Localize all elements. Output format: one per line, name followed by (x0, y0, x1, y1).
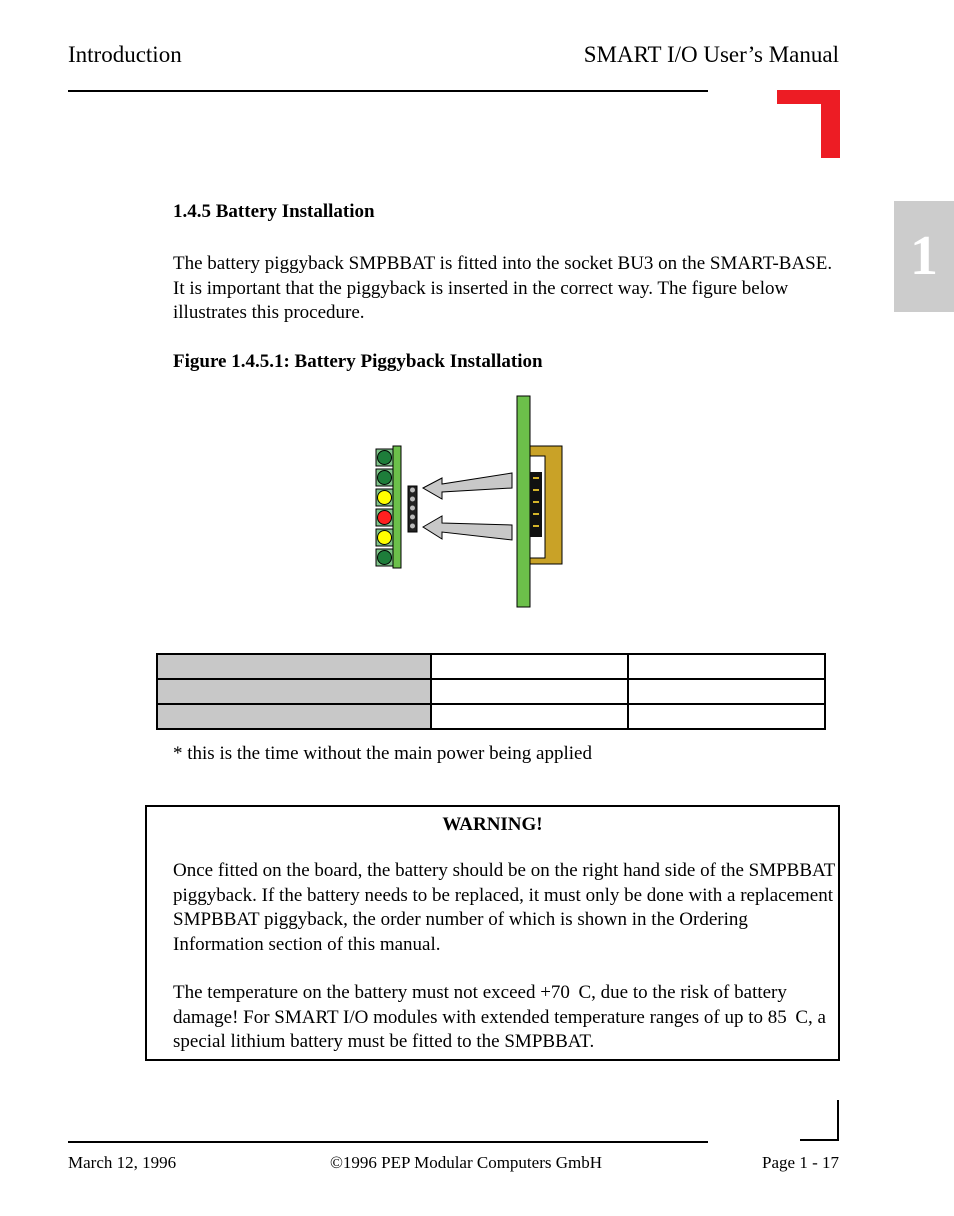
table-cell (157, 679, 431, 704)
warning-title: WARNING! (442, 814, 543, 835)
cell-indicator (378, 491, 392, 505)
table-cell (628, 704, 825, 729)
cell-indicator (378, 451, 392, 465)
table-row (157, 679, 825, 704)
table-cell (628, 654, 825, 679)
cell-indicator (378, 471, 392, 485)
battery-cell-stack (376, 449, 393, 566)
insertion-arrow-upper (423, 473, 512, 499)
table-cell (431, 704, 628, 729)
warning-box (145, 805, 840, 1061)
piggyback-pcb (393, 446, 401, 568)
chapter-tab: 1 (894, 201, 954, 312)
battery-piggyback-figure (360, 390, 580, 620)
corner-mark-vertical (821, 90, 840, 158)
table-cell (157, 704, 431, 729)
footer-rule (68, 1141, 708, 1143)
cell-indicator (378, 511, 392, 525)
header-section-title: Introduction (68, 42, 182, 67)
figure-caption: Figure 1.4.5.1: Battery Piggyback Installation (173, 351, 543, 372)
footer-page-number: Page 1 - 17 (762, 1153, 839, 1172)
connector-pins (408, 486, 417, 532)
header-manual-title: SMART I/O User’s Manual (583, 42, 839, 67)
intro-paragraph: The battery piggyback SMPBBAT is fitted into the socket BU3 on the SMART-BASE. It is important that the piggyback is inserted in the correct way. The figure below illustrates this procedure. (173, 253, 833, 323)
table-footnote: * this is the time without the main power being applied (173, 743, 592, 764)
section-heading: 1.4.5 Battery Installation (173, 201, 375, 222)
table-cell (157, 654, 431, 679)
footer-copyright: ©1996 PEP Modular Computers GmbH (330, 1153, 603, 1172)
warning-paragraph-temperature: The temperature on the battery must not exceed +70 C, due to the risk of battery damage! For SMART I/O modules with extended temperature ranges of up to 85 C, a special lithium battery must be fitted to the SMPBBAT. (173, 982, 826, 1052)
socket-bu3 (530, 446, 562, 564)
cell-indicator (378, 551, 392, 565)
table-cell (431, 654, 628, 679)
footer-corner-mark-vertical (837, 1100, 839, 1141)
footer-corner-mark-horizontal (800, 1139, 839, 1141)
footer-date: March 12, 1996 (68, 1153, 177, 1172)
battery-spec-table (156, 653, 826, 730)
table-row (157, 654, 825, 679)
piggyback-board (376, 446, 401, 568)
table-row (157, 704, 825, 729)
warning-paragraph-replacement: Once fitted on the board, the battery should be on the right hand side of the SMPBBAT piggyback. If the battery needs to be replaced, it must only be done with a replacement SMPBBAT piggyback, the order number of which is shown in the Ordering Information section of this manual. (173, 860, 835, 955)
table-cell (431, 679, 628, 704)
insertion-arrow-lower (423, 516, 512, 540)
table-cell (628, 679, 825, 704)
smart-base-board (517, 396, 530, 607)
cell-indicator (378, 531, 392, 545)
header-rule (68, 90, 708, 92)
